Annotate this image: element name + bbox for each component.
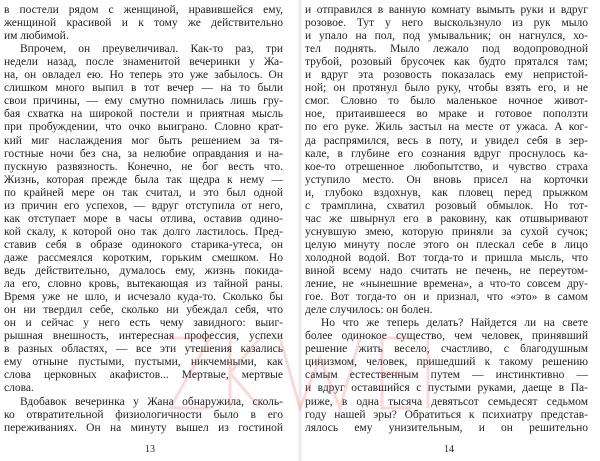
text-line: и вдруг оставшийся с пустыми руками, даеще в Па- — [305, 382, 588, 395]
text-line: женщиной красивой и к тому же действительно — [4, 17, 283, 30]
text-line: кое-то отрешенное любопытство, и чувство страха — [305, 160, 588, 173]
text-line: гостные ночи без сна, за нелюбие оправдания и на- — [4, 147, 283, 160]
text-line: ное, притаившееся во мраке и готовое поползти — [305, 108, 588, 121]
text-line: целую минуту после этого он плескал себе в лицо — [305, 238, 588, 251]
text-line: году нашей эры? Обратиться к психиатру представ- — [305, 408, 588, 421]
text-line: уступило место. Он вновь присел на корточки — [305, 173, 588, 186]
text-line: трубой, розовый брусочек как будто прятался там; — [305, 56, 588, 69]
text-line: и отправился в ванную комнату вымыть руки и вдруг — [305, 4, 588, 16]
text-line: Жизнь, которая прежде была так щедра к нему — — [4, 173, 283, 186]
text-line: при пробуждении, что очко выиграно. Словно крат- — [4, 121, 283, 134]
right-page — [301, 0, 600, 461]
text-line: деле случилось: он болен. — [305, 304, 433, 317]
text-line: по его руке. Жиль застыл на месте от ужаса. А ког- — [305, 121, 588, 134]
text-line: слова. — [4, 382, 34, 395]
text-line: ко отвратительной физиологичности было в его — [4, 408, 283, 421]
right-page-number: 14 — [444, 444, 454, 455]
text-line: розовое. Тут у него выскользнуло из рук мыло — [305, 17, 588, 30]
text-line: риже, в одна тысяча девятьсот семьдесят седьмом — [305, 395, 588, 408]
text-line: в разных областях, — все эти утешения казались — [4, 343, 283, 356]
text-line: кале, в глубине его сознания вдруг проснулось ка- — [305, 147, 588, 160]
text-line: виной всему надо считать не печень, не переутом- — [305, 265, 588, 277]
text-line: пускную развязность. Конечно, не бог весть что. — [4, 160, 283, 173]
text-line: кий миг наслаждения мог быть решением за тя- — [4, 134, 283, 147]
text-line: переживаниях. Он на минуту вышел из гостиной — [4, 421, 283, 434]
text-line: ведь действительно, думалось ему, жизнь покида- — [4, 265, 283, 277]
text-line: по крайней мере он так считал, и это был одной — [4, 186, 283, 199]
text-line: свои причины, — ему смутно помнилась лишь гру- — [4, 95, 283, 108]
text-line: он и сейчас у него есть чему завидного: выиг- — [4, 317, 283, 330]
text-line: и вдруг эта розовость показалась ему непристой- — [305, 69, 588, 82]
text-line: да распрямился, весь в поту, и увидел себя в зер- — [305, 134, 588, 147]
text-line: час же швырнул его в раковину, как отшвыривают — [305, 212, 588, 225]
text-line: из причин его успехов, — вдруг отступила от него, — [4, 199, 283, 212]
text-line: более одинокое существо, чем человек, принявший — [305, 330, 588, 343]
text-line: тел поднять. Мыло лежало под водопроводной — [305, 43, 588, 56]
text-line: даже рассмеялся коротким, горьким смешком. Но — [4, 251, 283, 264]
text-line: холодной водой. Вот тогда-то и пришла мысль, что — [305, 251, 588, 264]
text-line: Но что же теперь делать? Найдется ли на свете — [321, 317, 588, 330]
text-line: слишком много выпил в тот вечер — на то были — [4, 82, 283, 95]
text-line: слова церковных акафистов... Мертвые, мертвые — [4, 369, 283, 382]
text-line: решение жить весело, счастливо, с благодушным — [305, 343, 588, 356]
text-line: рышная внешность, интересная профессия, успехи — [4, 330, 283, 343]
text-line: он ни твердил себе, сколько ни убеждал себя, что — [4, 304, 283, 317]
text-line: с трамплина, схватил розовый обмылок. Но тот- — [305, 199, 588, 212]
text-line: ставив себя в образе одинокого старика-утеса, он — [4, 238, 283, 251]
text-line: Впрочем, он преувеличивал. Как-то раз, три — [20, 43, 283, 56]
text-line: лялось ему унизительным, и он решительно — [305, 421, 588, 434]
text-line: гое. Вот тогда-то он и признал, что «это» в самом — [305, 291, 588, 304]
text-line: смог. Словно то было маленькое ночное живот- — [305, 95, 588, 108]
text-line: ему отныне пустыми, пустыми, никчемными, как — [4, 356, 283, 369]
left-page-number: 13 — [145, 444, 155, 455]
text-line: Вдобавок вечеринка у Жана обнаружила, сколь- — [20, 395, 283, 408]
text-line: уснувшую змею, которую приняли за сухой сучок; — [305, 225, 588, 238]
text-line: Время уже не шло, и исчезало куда-то. Сколько бы — [4, 291, 283, 304]
text-line: цинизмом, человек, пришедший к такому решению — [305, 356, 588, 369]
text-line: ла его, словно кровь, вытекающая из тайной раны. — [4, 278, 283, 291]
text-line: и, глубоко вздохнув, как пловец перед прыжком — [305, 186, 588, 199]
text-line: и упало на пол, под умывальник; он нагнулся, хо- — [305, 30, 588, 43]
text-line: кой скалу, к которой оно так долго ластилось. Пред- — [4, 225, 283, 238]
text-line: в постели рядом с женщиной, нравившейся ему, — [4, 4, 283, 16]
text-line: ление, не «нынешние времена», а что-то совсем дру- — [305, 278, 588, 291]
text-line: бая схватка на широкой постели и приятная мысль — [4, 108, 283, 121]
text-line: как отступает море в часы отлива, оставив одино- — [4, 212, 283, 225]
left-page — [0, 0, 299, 461]
text-line: на, он овладел ею. Но теперь это уже забылось. Он — [4, 69, 283, 82]
text-line: ной; он протянул было руку, чтобы взять его, и не — [305, 82, 588, 95]
text-line: самым естественным путем — инстинктивно — — [305, 369, 588, 382]
text-line: им любимой. — [4, 30, 69, 43]
text-line: недели назад, после знаменитой вечеринки у Жа- — [4, 56, 283, 69]
